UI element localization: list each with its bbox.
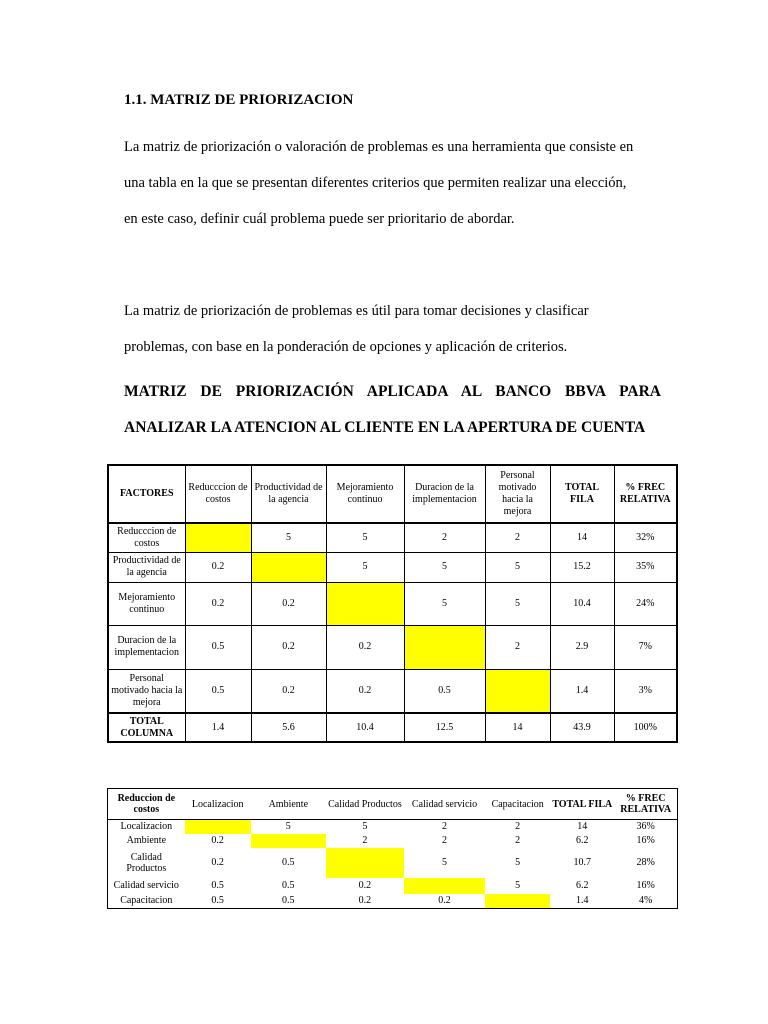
value-cell: 5: [485, 552, 550, 582]
matrix-title-line: ANALIZAR LA ATENCION AL CLIENTE EN LA APERTURA DE CUENTA: [124, 419, 646, 436]
total-cell: 43.9: [550, 713, 614, 742]
total-cell: 10.4: [326, 713, 404, 742]
table-row: [108, 848, 678, 878]
table-row: [108, 878, 678, 894]
row-label: Localizacion: [108, 820, 185, 834]
column-header: Calidad servicio: [404, 789, 485, 820]
value-cell: 5: [442, 857, 448, 868]
value-cell: 24%: [614, 582, 677, 625]
value-cell: 0.2: [404, 894, 485, 909]
total-cell: 5.6: [251, 713, 326, 742]
value-cell: 2: [442, 821, 448, 833]
table-row: [108, 820, 678, 834]
table-row: [108, 523, 677, 552]
column-header: Personal motivado hacia la mejora: [485, 465, 550, 523]
column-header: % FREC RELATIVA: [614, 465, 677, 523]
paragraph-line: La matriz de priorización de problemas es útil para tomar decisiones y clasificar: [124, 303, 589, 319]
value-cell: 2.9: [550, 625, 614, 669]
row-label: Personal motivado hacia la mejora: [108, 669, 185, 713]
column-header: % FREC RELATIVA: [614, 789, 677, 820]
value-cell: 0.5: [404, 669, 485, 713]
value-cell: 16%: [614, 878, 677, 894]
value-cell: 0.5: [282, 880, 295, 891]
paragraph-line: problemas, con base en la ponderación de opciones y aplicación de criterios.: [124, 339, 568, 355]
column-header: TOTAL FILA: [550, 465, 614, 523]
value-cell: 4%: [614, 894, 677, 909]
value-cell: 3%: [614, 669, 677, 713]
value-cell: 2: [442, 835, 448, 846]
value-cell: 2: [515, 835, 521, 846]
table-row: [108, 582, 677, 625]
column-header: Reduccion de costos: [108, 789, 185, 820]
table-row: [108, 552, 677, 582]
row-label: Calidad Productos: [108, 848, 185, 878]
diagonal-highlight-cell: [326, 848, 404, 878]
diagonal-highlight-cell: [326, 582, 404, 625]
total-cell: 12.5: [404, 713, 485, 742]
paragraph-line: una tabla en la que se presentan diferentes criterios que permiten realizar una elección,: [124, 175, 627, 191]
column-header: Productividad de la agencia: [251, 465, 326, 523]
diagonal-highlight-cell: [185, 523, 251, 552]
value-cell: 10.7: [573, 857, 592, 868]
value-cell: 2: [485, 523, 550, 552]
value-cell: 2: [485, 625, 550, 669]
value-cell: 5: [285, 821, 291, 833]
row-label: Capacitacion: [108, 894, 185, 909]
value-cell: 5: [404, 552, 485, 582]
row-label: Reducccion de costos: [108, 523, 185, 552]
diagonal-highlight-cell: [185, 820, 251, 834]
value-cell: 5: [485, 582, 550, 625]
priority-matrix-table: [107, 464, 678, 743]
value-cell: 7%: [614, 625, 677, 669]
total-cell: 14: [485, 713, 550, 742]
value-cell: 0.5: [282, 857, 295, 868]
paragraph-definition: [124, 129, 661, 237]
value-cell: 35%: [614, 552, 677, 582]
cost-reduction-matrix-table: [107, 788, 678, 909]
section-heading: 1.1. MATRIZ DE PRIORIZACION: [124, 92, 354, 108]
row-label: TOTAL COLUMNA: [108, 713, 185, 742]
value-cell: 0.2: [251, 625, 326, 669]
value-cell: 0.2: [211, 857, 224, 868]
value-cell: 0.2: [251, 669, 326, 713]
value-cell: 0.2: [185, 552, 251, 582]
footer-row: [108, 713, 677, 742]
header-row: [108, 465, 677, 523]
row-label: Duracion de la implementacion: [108, 625, 185, 669]
value-cell: 5: [515, 880, 521, 891]
matrix-title-line: MATRIZ DE PRIORIZACIÓN APLICADA AL BANCO BBVA PARA: [124, 383, 661, 400]
paragraph-usefulness: [124, 293, 661, 365]
value-cell: 0.2: [185, 582, 251, 625]
value-cell: 10.4: [550, 582, 614, 625]
value-cell: 5: [251, 523, 326, 552]
total-cell: 1.4: [185, 713, 251, 742]
value-cell: 2: [515, 821, 521, 833]
diagonal-highlight-cell: [485, 669, 550, 713]
value-cell: 5: [404, 582, 485, 625]
table-row: [108, 894, 678, 909]
value-cell: 0.2: [211, 835, 224, 846]
value-cell: 36%: [614, 820, 677, 834]
value-cell: 0.5: [251, 894, 326, 909]
row-label: Calidad servicio: [108, 878, 185, 894]
row-label: Ambiente: [108, 834, 185, 848]
column-header: Mejoramiento continuo: [326, 465, 404, 523]
diagonal-highlight-cell: [485, 894, 550, 909]
column-header: Calidad Productos: [326, 789, 404, 820]
value-cell: 1.4: [550, 669, 614, 713]
header-row: [108, 789, 678, 820]
value-cell: 2: [404, 523, 485, 552]
column-header: Reducccion de costos: [185, 465, 251, 523]
column-header: TOTAL FILA: [550, 789, 614, 820]
value-cell: 0.5: [185, 625, 251, 669]
diagonal-highlight-cell: [404, 878, 485, 894]
table-row: [108, 625, 677, 669]
value-cell: 14: [577, 821, 588, 833]
value-cell: 28%: [614, 848, 677, 878]
value-cell: 16%: [614, 834, 677, 848]
value-cell: 1.4: [550, 894, 614, 909]
value-cell: 15.2: [550, 552, 614, 582]
value-cell: 0.2: [251, 582, 326, 625]
column-header: Duracion de la implementacion: [404, 465, 485, 523]
value-cell: 32%: [614, 523, 677, 552]
row-label: Productividad de la agencia: [108, 552, 185, 582]
value-cell: 0.2: [326, 669, 404, 713]
column-header: Capacitacion: [485, 789, 550, 820]
value-cell: 0.5: [211, 880, 224, 891]
paragraph-line: en este caso, definir cuál problema puede ser prioritario de abordar.: [124, 211, 515, 227]
value-cell: 6.2: [576, 835, 589, 846]
paragraph-line: La matriz de priorización o valoración de problemas es una herramienta que consiste en: [124, 139, 634, 155]
table-row: [108, 669, 677, 713]
diagonal-highlight-cell: [251, 834, 326, 848]
table-row: [108, 834, 678, 848]
value-cell: 6.2: [576, 880, 589, 891]
value-cell: 0.2: [358, 880, 372, 891]
value-cell: 5: [326, 523, 404, 552]
total-cell: 100%: [614, 713, 677, 742]
value-cell: 0.2: [326, 625, 404, 669]
column-header: FACTORES: [108, 465, 185, 523]
diagonal-highlight-cell: [251, 552, 326, 582]
value-cell: 0.5: [185, 894, 251, 909]
column-header: Ambiente: [251, 789, 326, 820]
value-cell: 14: [550, 523, 614, 552]
row-label: Mejoramiento continuo: [108, 582, 185, 625]
diagonal-highlight-cell: [404, 625, 485, 669]
value-cell: 0.2: [326, 894, 404, 909]
value-cell: 5: [326, 552, 404, 582]
value-cell: 2: [362, 835, 368, 846]
column-header: Localizacion: [185, 789, 251, 820]
value-cell: 5: [515, 857, 521, 868]
value-cell: 5: [362, 821, 368, 833]
value-cell: 0.5: [185, 669, 251, 713]
matrix-title: [124, 374, 661, 446]
